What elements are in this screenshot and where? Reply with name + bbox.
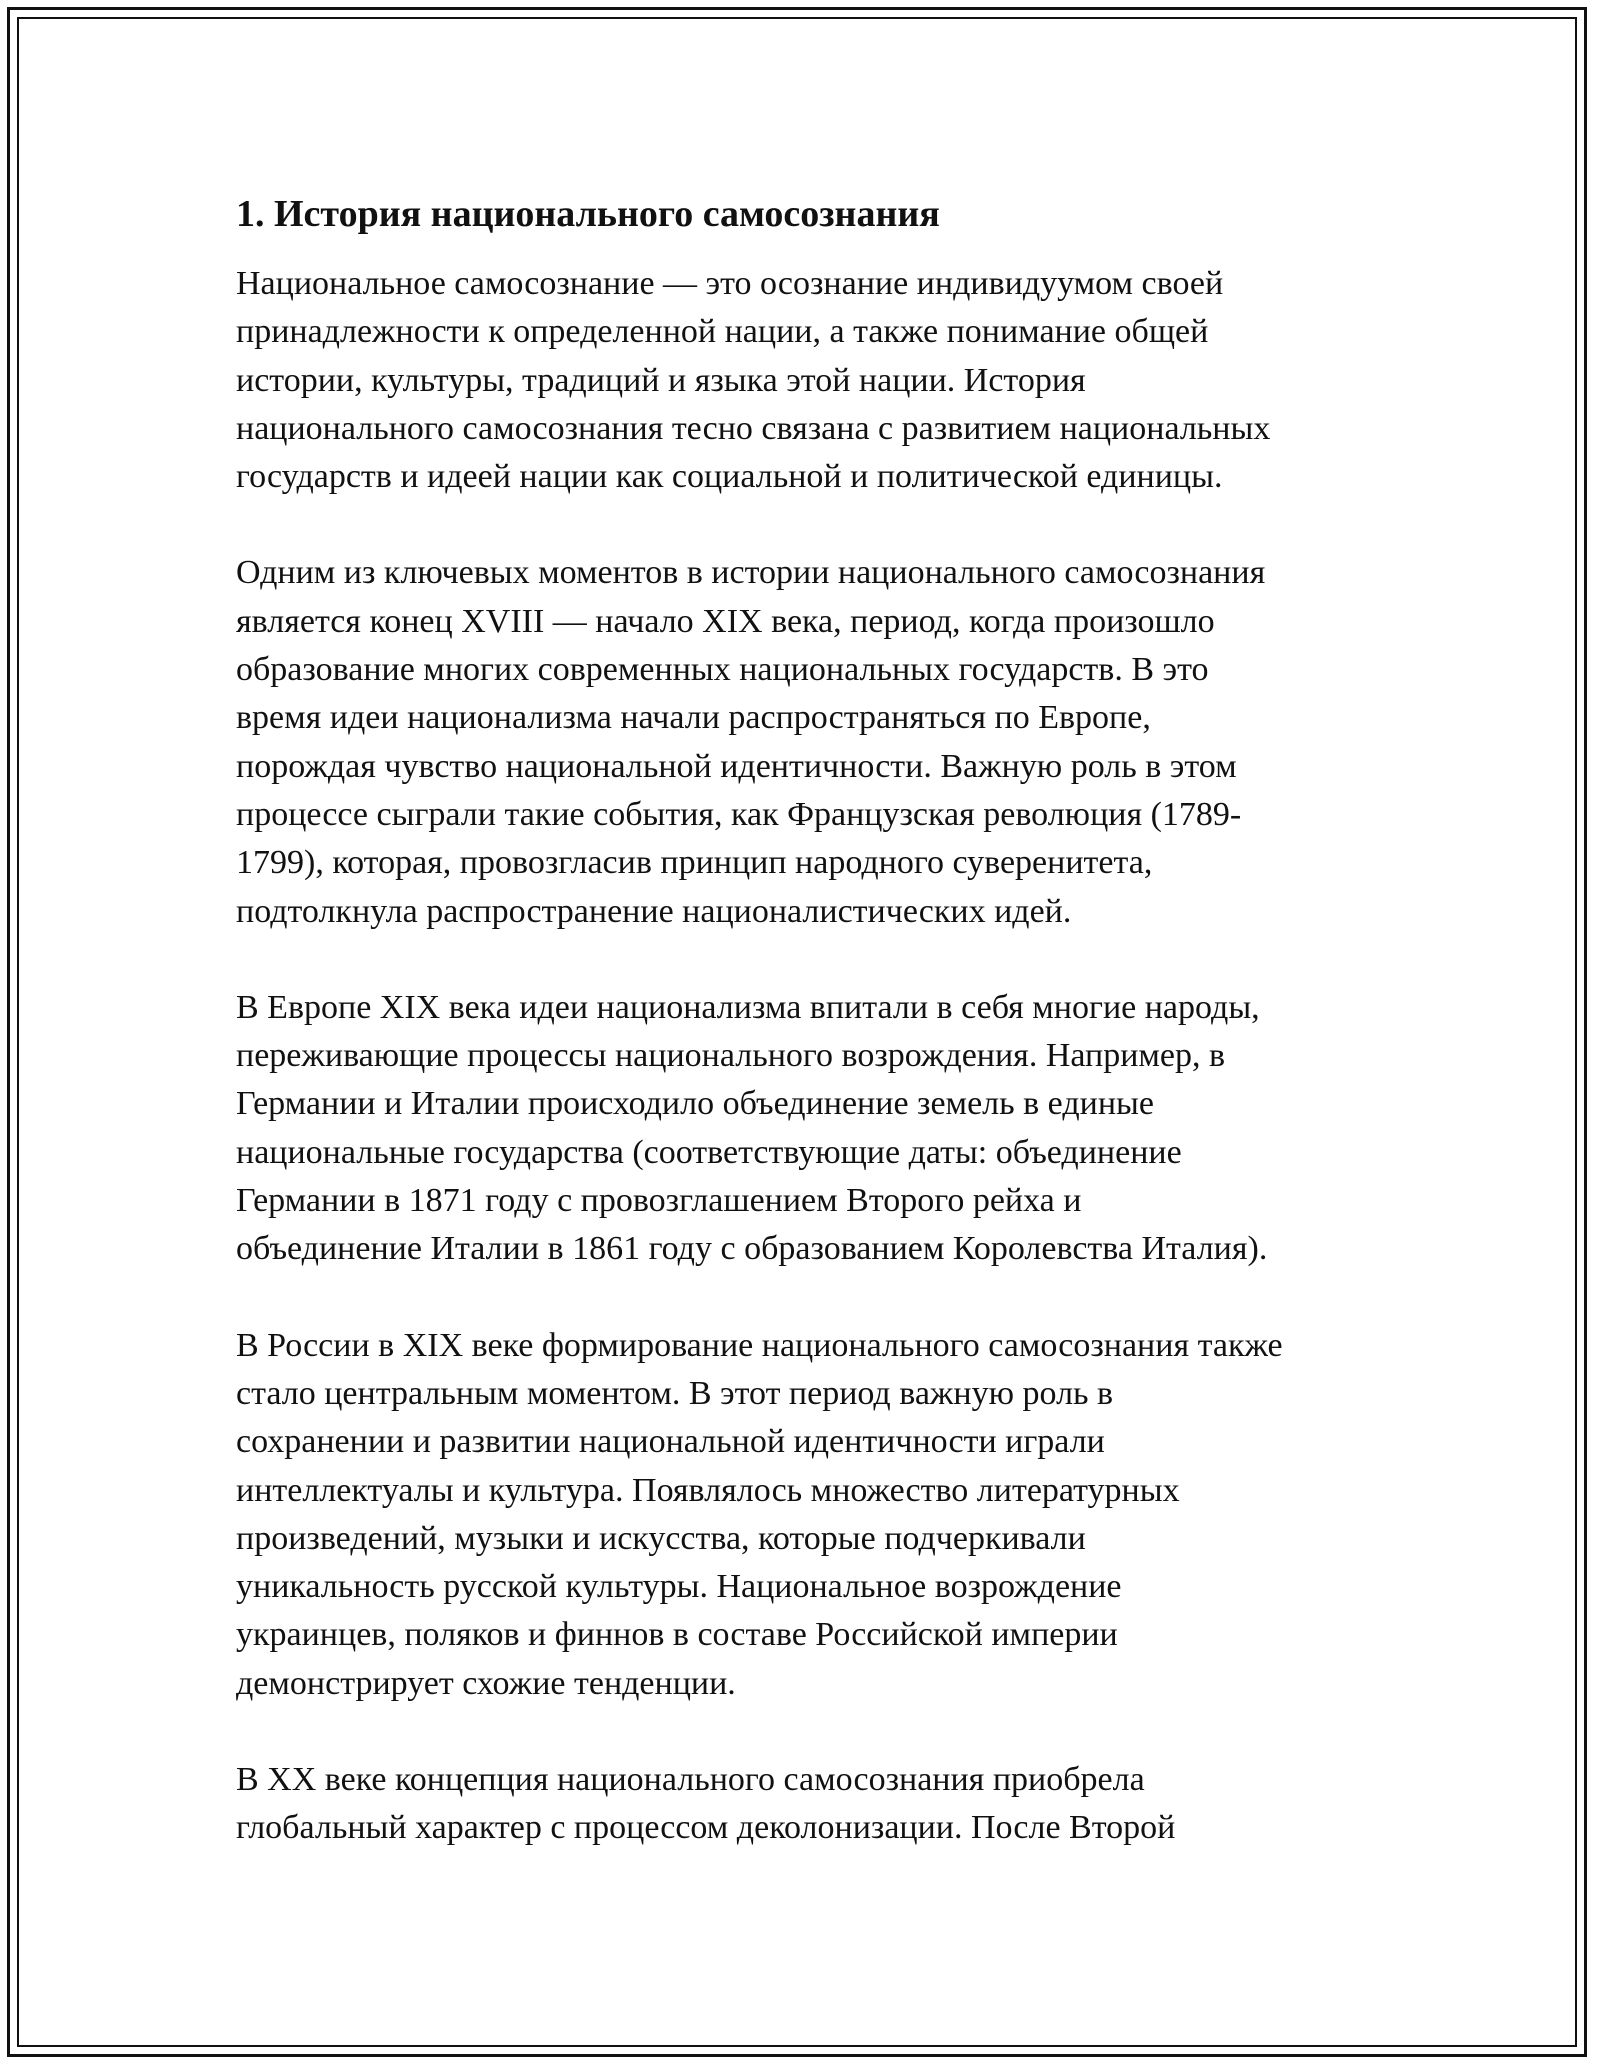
paragraph-5: В XX веке концепция национального самосознания приобрела глобальный характер с процессом деколонизации. После Второй [236, 1761, 1176, 1847]
paragraph-1: Национальное самосознание — это осознание индивидуумом своей принадлежности к определенной нации, а также понимание общей истории, культуры, традиций и языка этой нации. История национального самосознания тесно связана с развитием национальных государств и идеей нации как социальной и политической единицы. [236, 265, 1271, 496]
document-body [236, 186, 1376, 1901]
paragraph-4: В России в XIX веке формирование национального самосознания также стало центральным моментом. В этот период важную роль в сохранении и развитии национальной идентичности играли интеллектуалы и культура. Появлялось множество литературных произведений, музыки и искусства, которые подчеркивали уникальность русской культуры. Национальное возрождение украинцев, поляков и финнов в составе Российской империи демонстрирует схожие тенденции. [236, 1326, 1283, 1702]
section-heading: 1. История национального самосознания [236, 193, 940, 235]
paragraph-3: В Европе XIX века идеи национализма впитали в себя многие народы, переживающие процессы национального возрождения. Например, в Германии и Италии происходило объединение земель в единые национальные государства (соответствующие даты: объединение Германии в 1871 году с провозглашением Второго рейха и объединение Италии в 1861 году с образованием Королевства Италия). [236, 988, 1268, 1268]
paragraph-2: Одним из ключевых моментов в истории национального самосознания является конец XVIII — начало XIX века, период, когда произошло образование многих современных национальных государств. В это время идеи национализма начали распространяться по Европе, порождая чувство национальной идентичности. Важную роль в этом процессе сыграли такие события, как Французская революция (1789- 1799), которая, провозгласив принцип народного суверенитета, подтолкнула распространение националистических идей. [236, 554, 1266, 930]
